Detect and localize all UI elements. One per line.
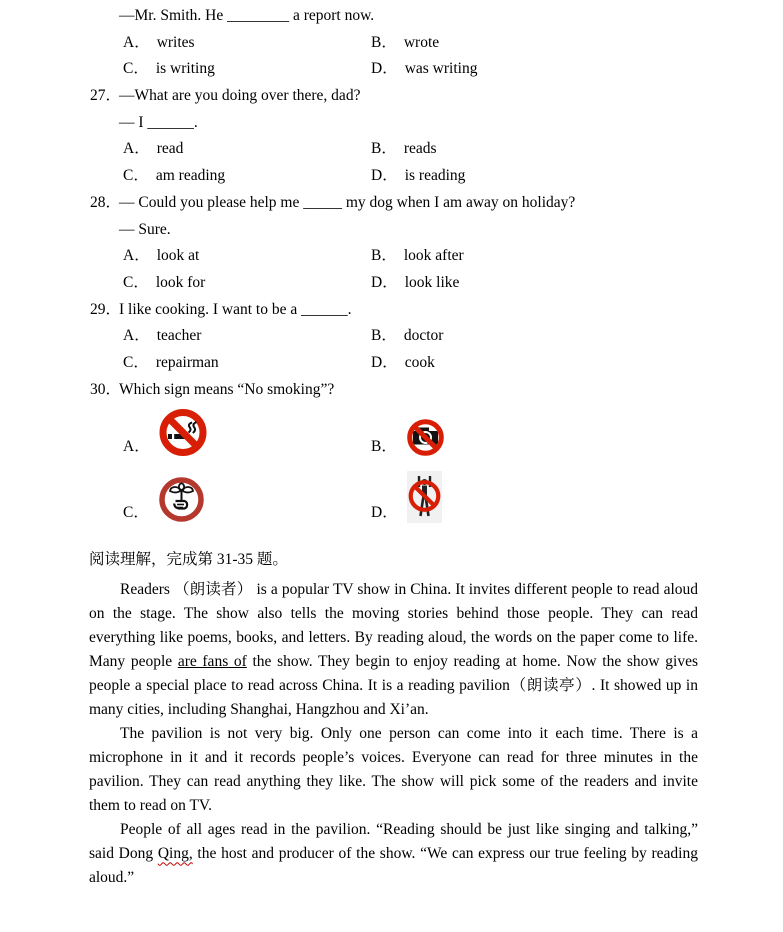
q28-option-a [123,243,199,270]
no-standing-person-sign-icon [407,471,442,523]
reading-paragraph-1 [89,578,698,722]
reading-paragraph-2: The pavilion is not very big. Only one person can come into it each time. There is a microphone in it and it records people’s voices. Everyone can read for three minutes in the pavilion. They can read anything they like. The show will pick some of the readers and invite them to read on TV. [89,725,698,815]
q30-number: 30． [90,380,122,398]
q28-option-d [371,270,459,297]
option-text: is reading [404,167,466,185]
q29-option-b [371,323,443,350]
q28-stem-line [89,190,701,217]
option-letter: B． [371,437,397,455]
option-text: writes [156,33,195,51]
q27-option-a [123,136,183,163]
option-text: doctor [403,327,444,345]
q26-option-b [371,30,439,57]
q26-answer-text: —Mr. Smith. He ________ a report now. [119,7,375,24]
q27-option-c [123,163,225,190]
option-letter: C． [123,167,149,185]
option-letter: B． [371,140,397,158]
q29-number: 29． [90,300,122,318]
no-smoking-sign-icon [159,408,207,457]
option-letter: D． [371,353,398,371]
q29-stem-line [89,297,701,324]
q30-stem-text: Which sign means “No smoking”? [119,380,335,398]
option-letter: D． [371,167,398,185]
q30-sign-option-d [371,471,442,523]
q27-reply-text: — I ______. [119,113,198,131]
option-letter: D． [371,60,398,78]
option-text: look after [403,247,464,265]
exam-page [89,0,701,890]
option-text: teacher [156,327,202,345]
q30-signs-row-cd [89,466,701,523]
paragraph-text: People of all ages read in the pavilion. “Reading should be just like singing and talking,” said Dong [89,821,698,863]
no-picking-flowers-sign-icon [158,476,205,523]
q29-option-d [371,350,435,377]
q26-answer-line [89,3,701,30]
q29-stem-text: I like cooking. I want to be a ______. [119,300,352,318]
q27-option-d [371,163,465,190]
reading-section-title: 阅读理解，完成第 31-35 题。 [89,551,288,569]
q30-sign-option-c [123,476,205,523]
option-text: repairman [155,353,219,371]
q29-options-ab [89,323,701,350]
option-text: reads [403,140,437,158]
q26-option-d [371,56,477,83]
option-letter: B． [371,33,397,51]
q30-sign-option-a [123,408,207,457]
q27-number: 27． [90,87,122,105]
option-text: cook [404,353,435,371]
underlined-phrase: are fans of [177,653,247,671]
option-text: was writing [404,60,478,78]
option-text: am reading [155,167,226,185]
q28-options-ab [89,243,701,270]
q28-number: 28． [90,193,122,211]
q30-signs-row-ab [89,404,701,457]
paragraph-text: the host and producer of the show. “We can express our true feeling by reading aloud.” [89,845,698,887]
q29-option-a [123,323,201,350]
option-letter: B． [371,327,397,345]
option-text: look like [404,273,460,291]
q30-stem-line [89,377,701,404]
option-letter: A． [123,140,150,158]
paragraph-text: the show. They begin to enjoy reading at home. Now the show gives people a special place to read across China. It is a reading pavilion（朗读亭）. It showed up in many cities, including Shanghai, Hangzhou and Xi’an. [89,653,698,719]
q30-sign-option-b [371,418,445,457]
option-text: look at [156,247,200,265]
q27-stem-line [89,83,701,110]
q29-option-c [123,350,219,377]
q27-options-cd [89,163,701,190]
option-text: read [156,140,184,158]
option-letter: D． [371,273,398,291]
q29-options-cd [89,350,701,377]
q28-options-cd [89,270,701,297]
option-letter: C． [123,503,149,521]
q26-options-cd [89,56,701,83]
option-letter: A． [123,33,150,51]
option-letter: C． [123,60,149,78]
no-photography-sign-icon [406,418,445,457]
option-text: look for [155,273,206,291]
option-letter: A． [123,247,150,265]
q28-reply-text: — Sure. [119,220,171,238]
q26-option-a [123,30,195,57]
option-letter: A． [123,327,150,345]
q27-option-b [371,136,437,163]
option-letter: A． [123,437,150,455]
q28-option-b [371,243,464,270]
q26-option-c [123,56,215,83]
q26-options-ab [89,30,701,57]
q28-reply-line [89,217,701,244]
paragraph-text: Readers （朗读者） is a popular TV show in China. It invites different people to read aloud on the stage. The show also tells the moving stories behind those people. They can read everything like poems, books, and letters. By reading aloud, the words on the paper come to life. Many people [89,581,698,671]
option-text: is writing [155,60,215,78]
option-letter: C． [123,273,149,291]
option-letter: B． [371,247,397,265]
spellcheck-flagged-name: Qing, [157,845,193,863]
q28-option-c [123,270,205,297]
option-letter: C． [123,353,149,371]
q27-options-ab [89,136,701,163]
q27-reply-line [89,110,701,137]
reading-paragraph-3 [89,818,698,890]
q27-stem-text: —What are you doing over there, dad? [119,87,361,105]
option-letter: D． [371,503,398,521]
option-text: wrote [403,33,440,51]
q28-stem-text: — Could you please help me _____ my dog when I am away on holiday? [119,193,576,211]
